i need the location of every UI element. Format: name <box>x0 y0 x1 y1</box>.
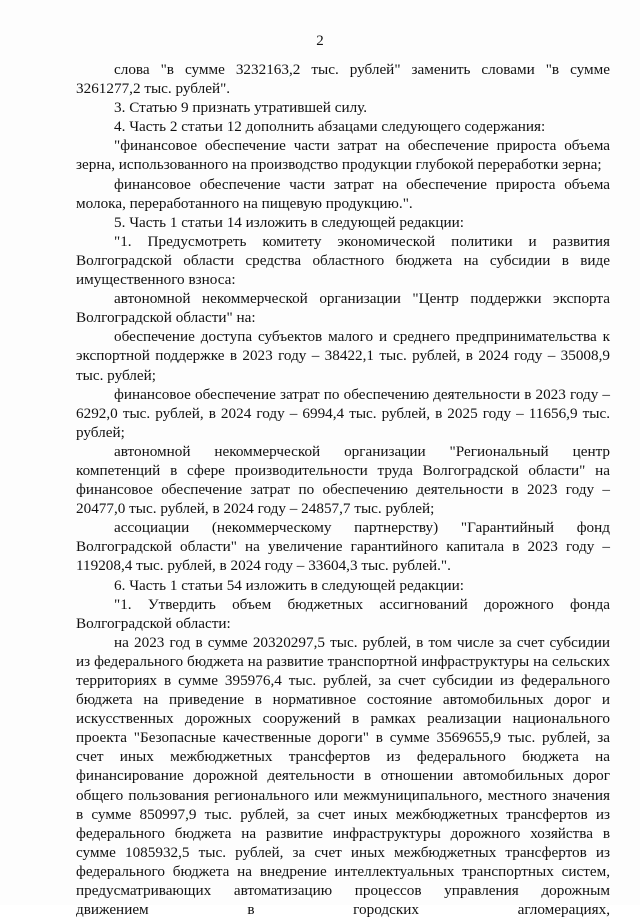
paragraph: ассоциации (некоммерческому партнерству) "Гарантийный фонд Волгоградской области" на увеличение гарантийного капитала в 2023 году – 119208,4 тыс. рублей, в 2024 году – 33604,3 тыс. рублей.". <box>76 519 610 575</box>
paragraph: на 2023 год в сумме 20320297,5 тыс. рублей, в том числе за счет субсидии из федерального бюджета на развитие транспортной инфраструктуры на сельских территориях в сумме 395976,4 тыс. рублей, за счет субсидии из федерального бюджета на приведение в нормативное состояние автомобильных дорог и искусственных дорожных сооружений в рамках реализации национального проекта "Безопасные качественные дороги" в сумме 3569655,9 тыс. рублей, за счет иных межбюджетных трансфертов из федерального бюджета на финансирование дорожной деятельности в отношении автомобильных дорог общего пользования регионального или межмуниципального, местного значения в сумме 850997,9 тыс. рублей, за счет иных межбюджетных трансфертов из федерального бюджета на развитие инфраструктуры дорожного хозяйства в сумме 1085932,5 тыс. рублей, за счет иных межбюджетных трансфертов из федерального бюджета на внедрение интеллектуальных транспортных систем, предусматривающих автоматизацию процессов управления дорожным движением в городских агломерациях, <box>76 633 610 919</box>
paragraph: слова "в сумме 3232163,2 тыс. рублей" заменить словами "в сумме 3261277,2 тыс. рублей". <box>76 61 610 98</box>
paragraph: автономной некоммерческой организации "Региональный центр компетенций в сфере производительности труда Волгоградской области" на финансовое обеспечение затрат по обеспечению деятельности в 2023 году – 20477,0 тыс. рублей, в 2024 году – 24857,7 тыс. рублей; <box>76 442 610 518</box>
document-body <box>76 60 610 919</box>
paragraph: "финансовое обеспечение части затрат на обеспечение прироста объема зерна, использованного на производство продукции глубокой переработки зерна; <box>76 137 610 174</box>
paragraph: финансовое обеспечение затрат по обеспечению деятельности в 2023 году – 6292,0 тыс. рублей, в 2024 году – 6994,4 тыс. рублей, в 2025 году – 11656,9 тыс. рублей; <box>76 385 610 441</box>
paragraph: 4. Часть 2 статьи 12 дополнить абзацами следующего содержания: <box>114 118 546 136</box>
paragraph: 3. Статью 9 признать утратившей силу. <box>114 99 368 117</box>
paragraph: 6. Часть 1 статьи 54 изложить в следующей редакции: <box>114 576 465 594</box>
paragraph: "1. Предусмотреть комитету экономической политики и развития Волгоградской области средства областного бюджета на субсидии в виде имущественного взноса: <box>76 232 610 289</box>
paragraph: автономной некоммерческой организации "Центр поддержки экспорта Волгоградской области" на: <box>76 290 610 327</box>
paragraph: "1. Утвердить объем бюджетных ассигнований дорожного фонда Волгоградской области: <box>76 595 610 632</box>
page-number: 2 <box>316 33 324 49</box>
paragraph: финансовое обеспечение части затрат на обеспечение прироста объема молока, переработанного на пищевую продукцию.". <box>76 175 610 212</box>
paragraph: 5. Часть 1 статьи 14 изложить в следующей редакции: <box>114 213 465 231</box>
paragraph: обеспечение доступа субъектов малого и среднего предпринимательства к экспортной поддержке в 2023 году – 38422,1 тыс. рублей, в 2024 году – 35008,9 тыс. рублей; <box>76 328 610 384</box>
